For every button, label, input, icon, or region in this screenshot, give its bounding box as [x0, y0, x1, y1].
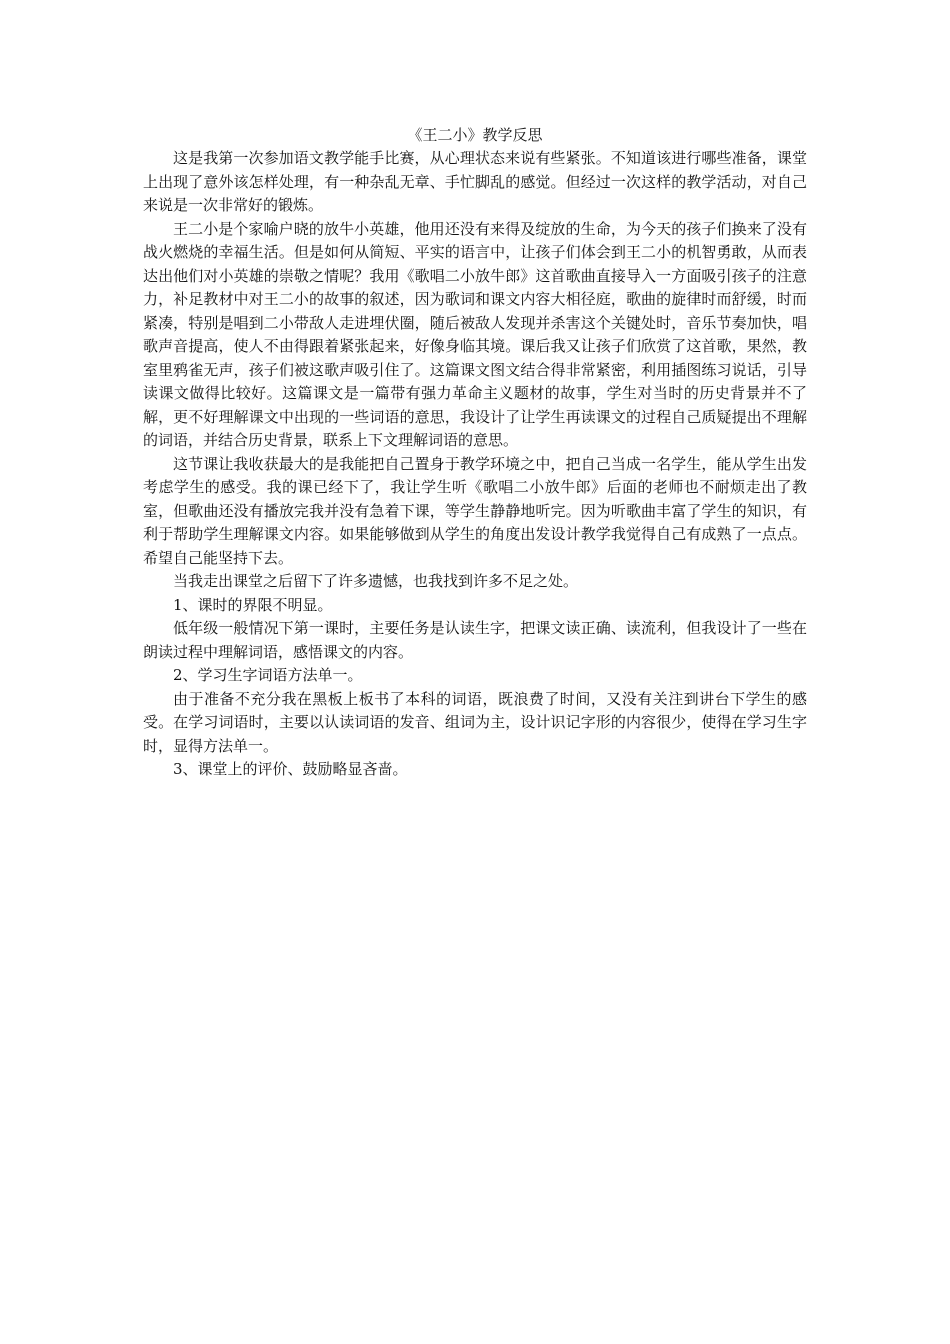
document-page	[143, 124, 807, 782]
paragraph-biggest-gain: 这节课让我收获最大的是我能把自己置身于教学环境之中，把自己当成一名学生，能从学生出发考虑学生的感受。我的课已经下了，我让学生听《歌唱二小放牛郎》后面的老师也不耐烦走出了教室，但歌曲还没有播放完我并没有急着下课，等学生静静地听完。因为听歌曲丰富了学生的知识，有利于帮助学生理解课文内容。如果能够做到从学生的角度出发设计教学我觉得自己有成熟了一点点。希望自己能坚持下去。	[143, 454, 807, 567]
document-title: 《王二小》教学反思	[407, 126, 543, 144]
point-1-body: 低年级一般情况下第一课时，主要任务是认读生字，把课文读正确、读流利，但我设计了一些在朗读过程中理解词语，感悟课文的内容。	[143, 619, 807, 661]
point-3-heading: 3、课堂上的评价、鼓励略显吝啬。	[173, 760, 408, 778]
paragraph-intro: 这是我第一次参加语文教学能手比赛，从心理状态来说有些紧张。不知道该进行哪些准备，课堂上出现了意外该怎样处理，有一种杂乱无章、手忙脚乱的感觉。但经过一次这样的教学活动，对自己来说是一次非常好的锻炼。	[143, 149, 807, 214]
paragraph-wang-erxiao: 王二小是个家喻户晓的放牛小英雄，他用还没有来得及绽放的生命，为今天的孩子们换来了没有战火燃烧的幸福生活。但是如何从简短、平实的语言中，让孩子们体会到王二小的机智勇敢，从而表达出他们对小英雄的崇敬之情呢？我用《歌唱二小放牛郎》这首歌曲直接导入一方面吸引孩子的注意力，补足教材中对王二小的故事的叙述，因为歌词和课文内容大相径庭，歌曲的旋律时而舒缓，时而紧凑，特别是唱到二小带敌人走进埋伏圈，随后被敌人发现并杀害这个关键处时，音乐节奏加快，唱歌声音提高，使人不由得跟着紧张起来，好像身临其境。课后我又让孩子们欣赏了这首歌，果然，教室里鸦雀无声，孩子们被这歌声吸引住了。这篇课文图文结合得非常紧密，利用插图练习说话，引导读课文做得比较好。这篇课文是一篇带有强力革命主义题材的故事，学生对当时的历史背景并不了解，更不好理解课文中出现的一些词语的意思，我设计了让学生再读课文的过程自己质疑提出不理解的词语，并结合历史背景，联系上下文理解词语的意思。	[143, 219, 807, 449]
point-1-heading: 1、课时的界限不明显。	[173, 595, 333, 614]
point-2-heading: 2、学习生字词语方法单一。	[173, 666, 363, 684]
paragraph-regrets: 当我走出课堂之后留下了许多遗憾，也我找到许多不足之处。	[173, 572, 579, 590]
point-2-body: 由于准备不充分我在黑板上板书了本科的词语，既浪费了时间，又没有关注到讲台下学生的感受。在学习词语时，主要以认读词语的发音、组词为主，设计识记字形的内容很少，使得在学习生字时，显得方法单一。	[143, 689, 807, 755]
